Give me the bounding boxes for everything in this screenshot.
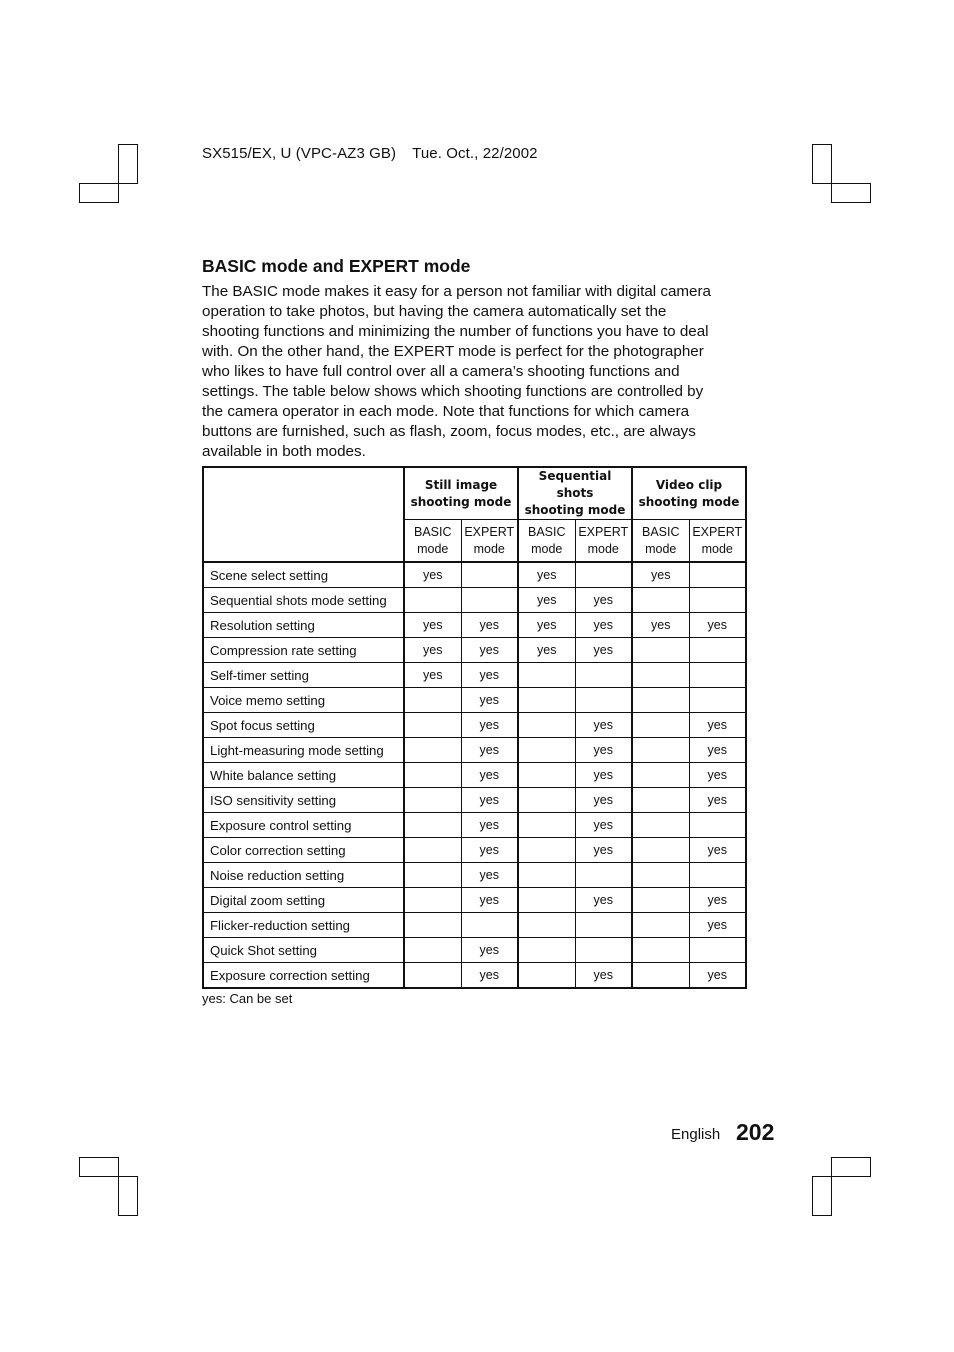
intro-line: available in both modes.: [202, 443, 366, 460]
availability-cell: yes: [518, 638, 575, 663]
table-row: [203, 713, 746, 738]
mode-subheader: EXPERT mode: [575, 520, 632, 563]
availability-cell: [461, 562, 518, 588]
table-row: [203, 613, 746, 638]
setting-label: Quick Shot setting: [203, 938, 404, 963]
availability-cell: [632, 638, 689, 663]
crop-mark: [812, 1176, 832, 1216]
document-header: [202, 145, 538, 162]
setting-label: Digital zoom setting: [203, 888, 404, 913]
availability-cell: yes: [461, 613, 518, 638]
setting-label: Light-measuring mode setting: [203, 738, 404, 763]
availability-cell: yes: [518, 613, 575, 638]
setting-label: Scene select setting: [203, 562, 404, 588]
footnote: yes: Can be set: [202, 991, 293, 1006]
availability-cell: yes: [461, 663, 518, 688]
table-row: [203, 688, 746, 713]
availability-cell: [689, 638, 746, 663]
intro-line: with. On the other hand, the EXPERT mode is perfect for the photographer: [202, 343, 704, 360]
setting-label: Resolution setting: [203, 613, 404, 638]
availability-cell: [404, 813, 461, 838]
table-row: [203, 913, 746, 938]
availability-cell: [632, 763, 689, 788]
setting-label: Compression rate setting: [203, 638, 404, 663]
availability-cell: [518, 763, 575, 788]
availability-cell: yes: [689, 788, 746, 813]
availability-cell: yes: [575, 813, 632, 838]
mode-subheader: BASIC mode: [632, 520, 689, 563]
table-row: [203, 663, 746, 688]
setting-label: Color correction setting: [203, 838, 404, 863]
availability-cell: [518, 688, 575, 713]
group-header: Still image shooting mode: [404, 467, 518, 520]
mode-subheader: EXPERT mode: [689, 520, 746, 563]
availability-cell: [518, 738, 575, 763]
setting-label: Exposure correction setting: [203, 963, 404, 989]
availability-cell: yes: [689, 963, 746, 989]
availability-cell: [518, 788, 575, 813]
setting-label: Noise reduction setting: [203, 863, 404, 888]
availability-cell: [632, 863, 689, 888]
availability-cell: [404, 688, 461, 713]
availability-cell: [518, 813, 575, 838]
table-row: [203, 888, 746, 913]
availability-cell: yes: [575, 838, 632, 863]
availability-cell: [518, 838, 575, 863]
availability-cell: [404, 588, 461, 613]
availability-cell: yes: [575, 888, 632, 913]
availability-cell: yes: [689, 613, 746, 638]
availability-cell: [518, 863, 575, 888]
availability-cell: [632, 663, 689, 688]
availability-cell: yes: [404, 663, 461, 688]
availability-cell: [689, 663, 746, 688]
setting-label: Sequential shots mode setting: [203, 588, 404, 613]
crop-mark: [79, 183, 119, 203]
mode-comparison-table: [202, 466, 747, 989]
availability-cell: yes: [689, 713, 746, 738]
availability-cell: [404, 863, 461, 888]
table-row: [203, 963, 746, 989]
availability-cell: yes: [575, 713, 632, 738]
availability-cell: [575, 913, 632, 938]
availability-cell: [689, 688, 746, 713]
availability-cell: yes: [575, 588, 632, 613]
availability-cell: yes: [461, 638, 518, 663]
availability-cell: [632, 688, 689, 713]
intro-paragraph: [202, 282, 747, 462]
intro-line: buttons are furnished, such as flash, zoom, focus modes, etc., are always: [202, 423, 696, 440]
intro-line: settings. The table below shows which shooting functions are controlled by: [202, 383, 704, 400]
intro-line: the camera operator in each mode. Note that functions for which camera: [202, 403, 690, 420]
table-row: [203, 863, 746, 888]
availability-cell: [632, 788, 689, 813]
section-title: BASIC mode and EXPERT mode: [202, 256, 471, 276]
availability-cell: [632, 813, 689, 838]
availability-cell: yes: [461, 688, 518, 713]
crop-mark: [118, 1176, 138, 1216]
group-header: Sequential shots shooting mode: [518, 467, 632, 520]
availability-cell: yes: [461, 938, 518, 963]
availability-cell: [404, 713, 461, 738]
availability-cell: [575, 688, 632, 713]
availability-cell: yes: [632, 562, 689, 588]
availability-cell: [632, 838, 689, 863]
availability-cell: yes: [461, 788, 518, 813]
table-row: [203, 813, 746, 838]
availability-cell: [689, 938, 746, 963]
availability-cell: yes: [404, 562, 461, 588]
table-row: [203, 763, 746, 788]
availability-cell: [632, 588, 689, 613]
availability-cell: [404, 913, 461, 938]
table-row: [203, 638, 746, 663]
availability-cell: [518, 938, 575, 963]
availability-cell: [575, 938, 632, 963]
table-row: [203, 938, 746, 963]
intro-line: operation to take photos, but having the camera automatically set the: [202, 303, 667, 320]
table-row: [203, 562, 746, 588]
intro-line: The BASIC mode makes it easy for a person not familiar with digital camera: [202, 283, 711, 300]
intro-line: shooting functions and minimizing the number of functions you have to deal: [202, 323, 709, 340]
availability-cell: [518, 963, 575, 989]
availability-cell: [689, 813, 746, 838]
availability-cell: yes: [461, 763, 518, 788]
availability-cell: yes: [404, 638, 461, 663]
availability-cell: [404, 938, 461, 963]
availability-cell: yes: [689, 888, 746, 913]
availability-cell: yes: [461, 813, 518, 838]
availability-cell: yes: [575, 638, 632, 663]
availability-cell: [632, 913, 689, 938]
intro-line: who likes to have full control over all a camera’s shooting functions and: [202, 363, 680, 380]
availability-cell: yes: [518, 588, 575, 613]
availability-cell: [689, 863, 746, 888]
availability-cell: [404, 788, 461, 813]
availability-cell: yes: [575, 788, 632, 813]
crop-mark: [812, 144, 832, 184]
print-date: Tue. Oct., 22/2002: [412, 145, 538, 162]
availability-cell: [518, 713, 575, 738]
availability-cell: [518, 913, 575, 938]
availability-cell: [518, 663, 575, 688]
availability-cell: [461, 588, 518, 613]
page-number: 202: [736, 1119, 775, 1145]
availability-cell: [404, 838, 461, 863]
crop-mark: [118, 144, 138, 184]
availability-cell: yes: [689, 738, 746, 763]
availability-cell: [689, 588, 746, 613]
availability-cell: [404, 763, 461, 788]
availability-cell: yes: [461, 863, 518, 888]
setting-label: Voice memo setting: [203, 688, 404, 713]
setting-label: Flicker-reduction setting: [203, 913, 404, 938]
availability-cell: [632, 713, 689, 738]
table-row: [203, 788, 746, 813]
availability-cell: yes: [461, 963, 518, 989]
availability-cell: [575, 663, 632, 688]
availability-cell: yes: [461, 838, 518, 863]
availability-cell: [518, 888, 575, 913]
mode-subheader: EXPERT mode: [461, 520, 518, 563]
availability-cell: yes: [404, 613, 461, 638]
availability-cell: [689, 562, 746, 588]
availability-cell: yes: [461, 738, 518, 763]
availability-cell: yes: [689, 763, 746, 788]
availability-cell: yes: [575, 763, 632, 788]
availability-cell: [461, 913, 518, 938]
availability-cell: yes: [689, 913, 746, 938]
availability-cell: [575, 562, 632, 588]
setting-label: ISO sensitivity setting: [203, 788, 404, 813]
availability-cell: yes: [461, 713, 518, 738]
table-row: [203, 838, 746, 863]
mode-subheader: BASIC mode: [404, 520, 461, 563]
availability-cell: [632, 888, 689, 913]
crop-mark: [831, 183, 871, 203]
crop-mark: [79, 1157, 119, 1177]
availability-cell: [632, 938, 689, 963]
availability-cell: [575, 863, 632, 888]
availability-cell: [404, 963, 461, 989]
page-language: English: [671, 1126, 721, 1143]
setting-label: Self-timer setting: [203, 663, 404, 688]
crop-mark: [831, 1157, 871, 1177]
availability-cell: [404, 738, 461, 763]
availability-cell: yes: [575, 738, 632, 763]
table-corner-cell: [203, 467, 404, 562]
mode-subheader: BASIC mode: [518, 520, 575, 563]
setting-label: White balance setting: [203, 763, 404, 788]
availability-cell: yes: [689, 838, 746, 863]
availability-cell: yes: [575, 963, 632, 989]
table-row: [203, 738, 746, 763]
availability-cell: [404, 888, 461, 913]
setting-label: Exposure control setting: [203, 813, 404, 838]
model-code: SX515/EX, U (VPC-AZ3 GB): [202, 145, 397, 162]
table-body: [203, 562, 746, 988]
availability-cell: [632, 738, 689, 763]
availability-cell: yes: [632, 613, 689, 638]
group-header: Video clip shooting mode: [632, 467, 746, 520]
table-row: [203, 588, 746, 613]
availability-cell: yes: [575, 613, 632, 638]
availability-cell: yes: [461, 888, 518, 913]
setting-label: Spot focus setting: [203, 713, 404, 738]
availability-cell: [632, 963, 689, 989]
availability-cell: yes: [518, 562, 575, 588]
